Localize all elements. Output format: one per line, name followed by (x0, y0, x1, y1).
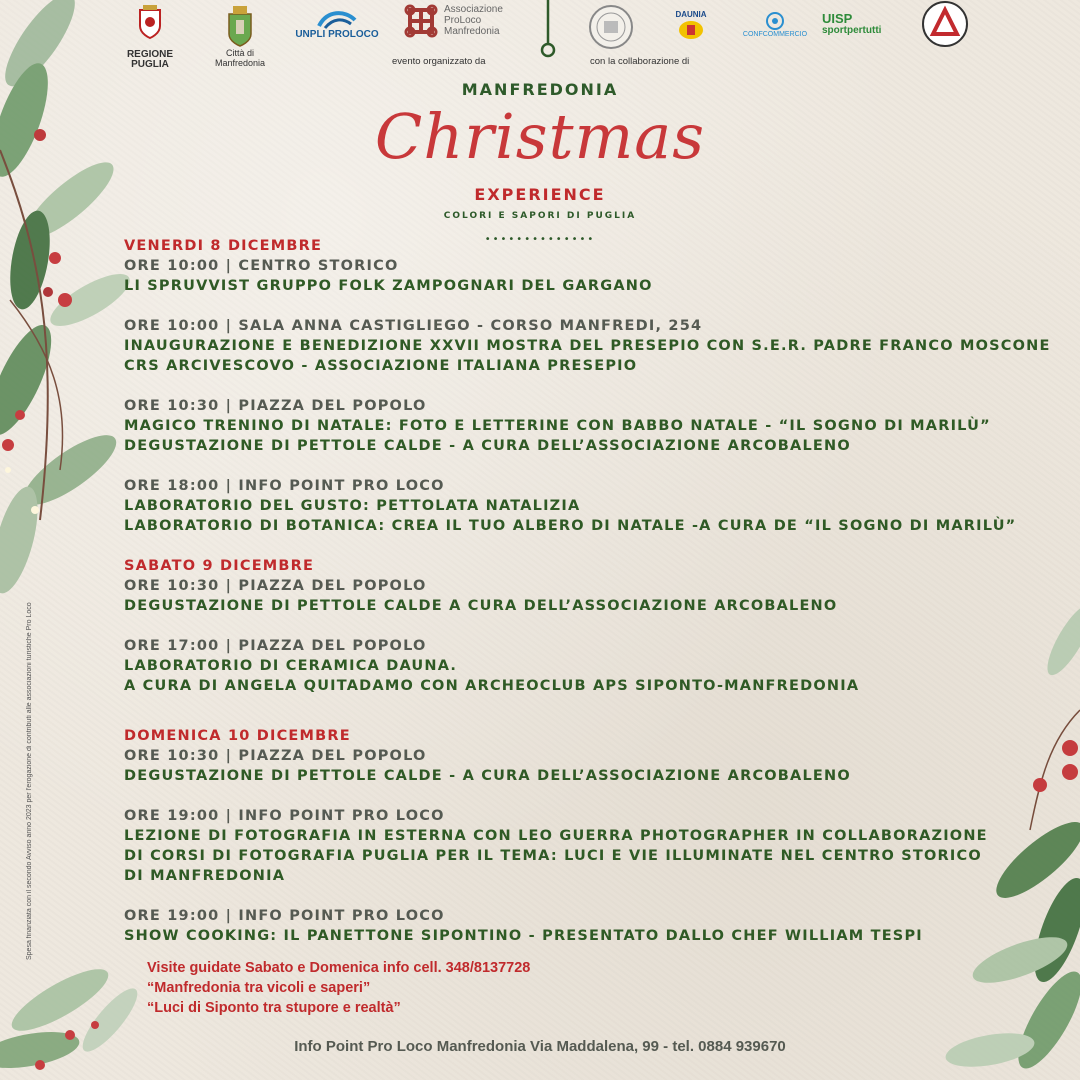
event-description: DI MANFREDONIA (124, 868, 286, 884)
info-point-footer: Info Point Pro Loco Manfredonia Via Maddalena, 99 - tel. 0884 939670 (294, 1038, 786, 1055)
event-description: LABORATORIO DEL GUSTO: PETTOLATA NATALIZIA (124, 498, 581, 514)
event-description: DEGUSTAZIONE DI PETTOLE CALDE - A CURA DELL’ASSOCIAZIONE ARCOBALENO (124, 768, 851, 784)
regione-crest-icon (137, 4, 163, 40)
day-title: SABATO 9 DICEMBRE (124, 558, 315, 574)
proloco-text (444, 4, 503, 37)
archeoclub-logo (918, 0, 972, 48)
event-description: LABORATORIO DI BOTANICA: CREA IL TUO ALBERO DI NATALE -A CURA DE “IL SOGNO DI MARILÙ” (124, 518, 1017, 534)
regione-label: REGIONE PUGLIA (126, 49, 174, 70)
event-time-place: ORE 18:00 | INFO POINT PRO LOCO (124, 478, 445, 494)
event-description: DEGUSTAZIONE DI PETTOLE CALDE - A CURA DELL’ASSOCIAZIONE ARCOBALENO (124, 438, 851, 454)
event-description: LABORATORIO DI CERAMICA DAUNA. (124, 658, 458, 674)
event-description: DI CORSI DI FOTOGRAFIA PUGLIA PER IL TEMA: LUCI E VIE ILLUMINATE NEL CENTRO STORICO (124, 848, 982, 864)
guided-visits-info (147, 958, 530, 1018)
daunia-mark-icon (676, 20, 706, 40)
event-time-place: ORE 19:00 | INFO POINT PRO LOCO (124, 908, 445, 924)
ornament-hanger-icon (538, 0, 558, 58)
day-saturday (124, 556, 1064, 696)
event-description: CRS ARCIVESCOVO - ASSOCIAZIONE ITALIANA PRESEPIO (124, 358, 638, 374)
citta-manfredonia-logo (205, 4, 275, 68)
citta-crest-icon (225, 4, 255, 48)
uisp-sub-label: sportpertutti (822, 25, 882, 36)
visits-tour-1: “Manfredonia tra vicoli e saperi” (147, 980, 371, 996)
visits-contact-line: Visite guidate Sabato e Domenica info cell. 348/8137728 (147, 960, 531, 976)
proloco-manfredonia-logo (404, 4, 524, 38)
unpli-swirl-icon (317, 8, 357, 30)
visits-tour-2: “Luci di Siponto tra stupore e realtà” (147, 1000, 401, 1016)
event-description: LEZIONE DI FOTOGRAFIA IN ESTERNA CON LEO GUERRA PHOTOGRAPHER IN COLLABORAZIONE (124, 828, 988, 844)
confcommercio-label: CONFCOMMERCIO (742, 31, 808, 38)
seal-icon (588, 4, 634, 50)
event-time-place: ORE 10:00 | CENTRO STORICO (124, 258, 399, 274)
day-title: VENERDI 8 DICEMBRE (124, 238, 323, 254)
day-sunday (124, 726, 1064, 946)
regione-puglia-logo (107, 4, 193, 70)
event-description: MAGICO TRENINO DI NATALE: FOTO E LETTERINE CON BABBO NATALE - “IL SOGNO DI MARILÙ” (124, 418, 991, 434)
sponsor-logos (0, 0, 1080, 80)
event-description: LI SPRUVVIST GRUPPO FOLK ZAMPOGNARI DEL GARGANO (124, 278, 653, 294)
collaboration-note: con la collaborazione di (590, 56, 690, 67)
subtitle: COLORI E SAPORI DI PUGLIA (443, 211, 637, 221)
daunia-label: DAUNIA (675, 10, 707, 19)
event-time-place: ORE 17:00 | PIAZZA DEL POPOLO (124, 638, 427, 654)
confcommercio-logo (740, 12, 810, 40)
proloco-line3: Manfredonia (444, 26, 500, 37)
organized-by-note: evento organizzato da (392, 56, 486, 67)
funding-vertical-note: Spesa finanziata con il secondo Avviso anno 2023 per l'erogazione di contributi alle associazioni turistiche Pro Loco (26, 602, 33, 960)
uisp-label: UISP (822, 11, 853, 26)
municipal-seal-logo (586, 4, 636, 50)
event-description: SHOW COOKING: IL PANETTONE SIPONTINO - PRESENTATO DALLO CHEF WILLIAM TESPI (124, 928, 923, 944)
uisp-logo (822, 12, 882, 36)
citta-label: Città di Manfredonia (214, 48, 266, 68)
proloco-knot-icon (404, 4, 438, 38)
unpli-proloco-logo (292, 8, 382, 40)
experience-title: EXPERIENCE (474, 185, 606, 204)
event-description: DEGUSTAZIONE DI PETTOLE CALDE A CURA DELL’ASSOCIAZIONE ARCOBALENO (124, 598, 838, 614)
event-description: A CURA DI ANGELA QUITADAMO CON ARCHEOCLUB APS SIPONTO-MANFREDONIA (124, 678, 860, 694)
day-friday (124, 236, 1064, 536)
event-program (124, 236, 1064, 946)
city-title: MANFREDONIA (461, 80, 619, 99)
event-time-place: ORE 10:00 | SALA ANNA CASTIGLIEGO - CORSO MANFREDI, 254 (124, 318, 703, 334)
proloco-line1: Associazione (444, 4, 503, 15)
unpli-label: UNPLI PROLOCO (295, 29, 379, 40)
day-title: DOMENICA 10 DICEMBRE (124, 728, 351, 744)
dotted-divider: •••••••••••••• (484, 234, 596, 245)
event-time-place: ORE 10:30 | PIAZZA DEL POPOLO (124, 578, 427, 594)
archeoclub-emblem-icon (921, 0, 969, 48)
event-time-place: ORE 10:30 | PIAZZA DEL POPOLO (124, 748, 427, 764)
event-time-place: ORE 19:00 | INFO POINT PRO LOCO (124, 808, 445, 824)
confcommercio-star-icon (766, 12, 784, 30)
event-time-place: ORE 10:30 | PIAZZA DEL POPOLO (124, 398, 427, 414)
proloco-line2: ProLoco (444, 15, 482, 26)
event-description: INAUGURAZIONE E BENEDIZIONE XXVII MOSTRA DEL PRESEPIO CON S.E.R. PADRE FRANCO MOSCONE (124, 338, 1051, 354)
daunia-logo (664, 10, 718, 40)
christmas-script-title: Christmas (374, 100, 706, 173)
